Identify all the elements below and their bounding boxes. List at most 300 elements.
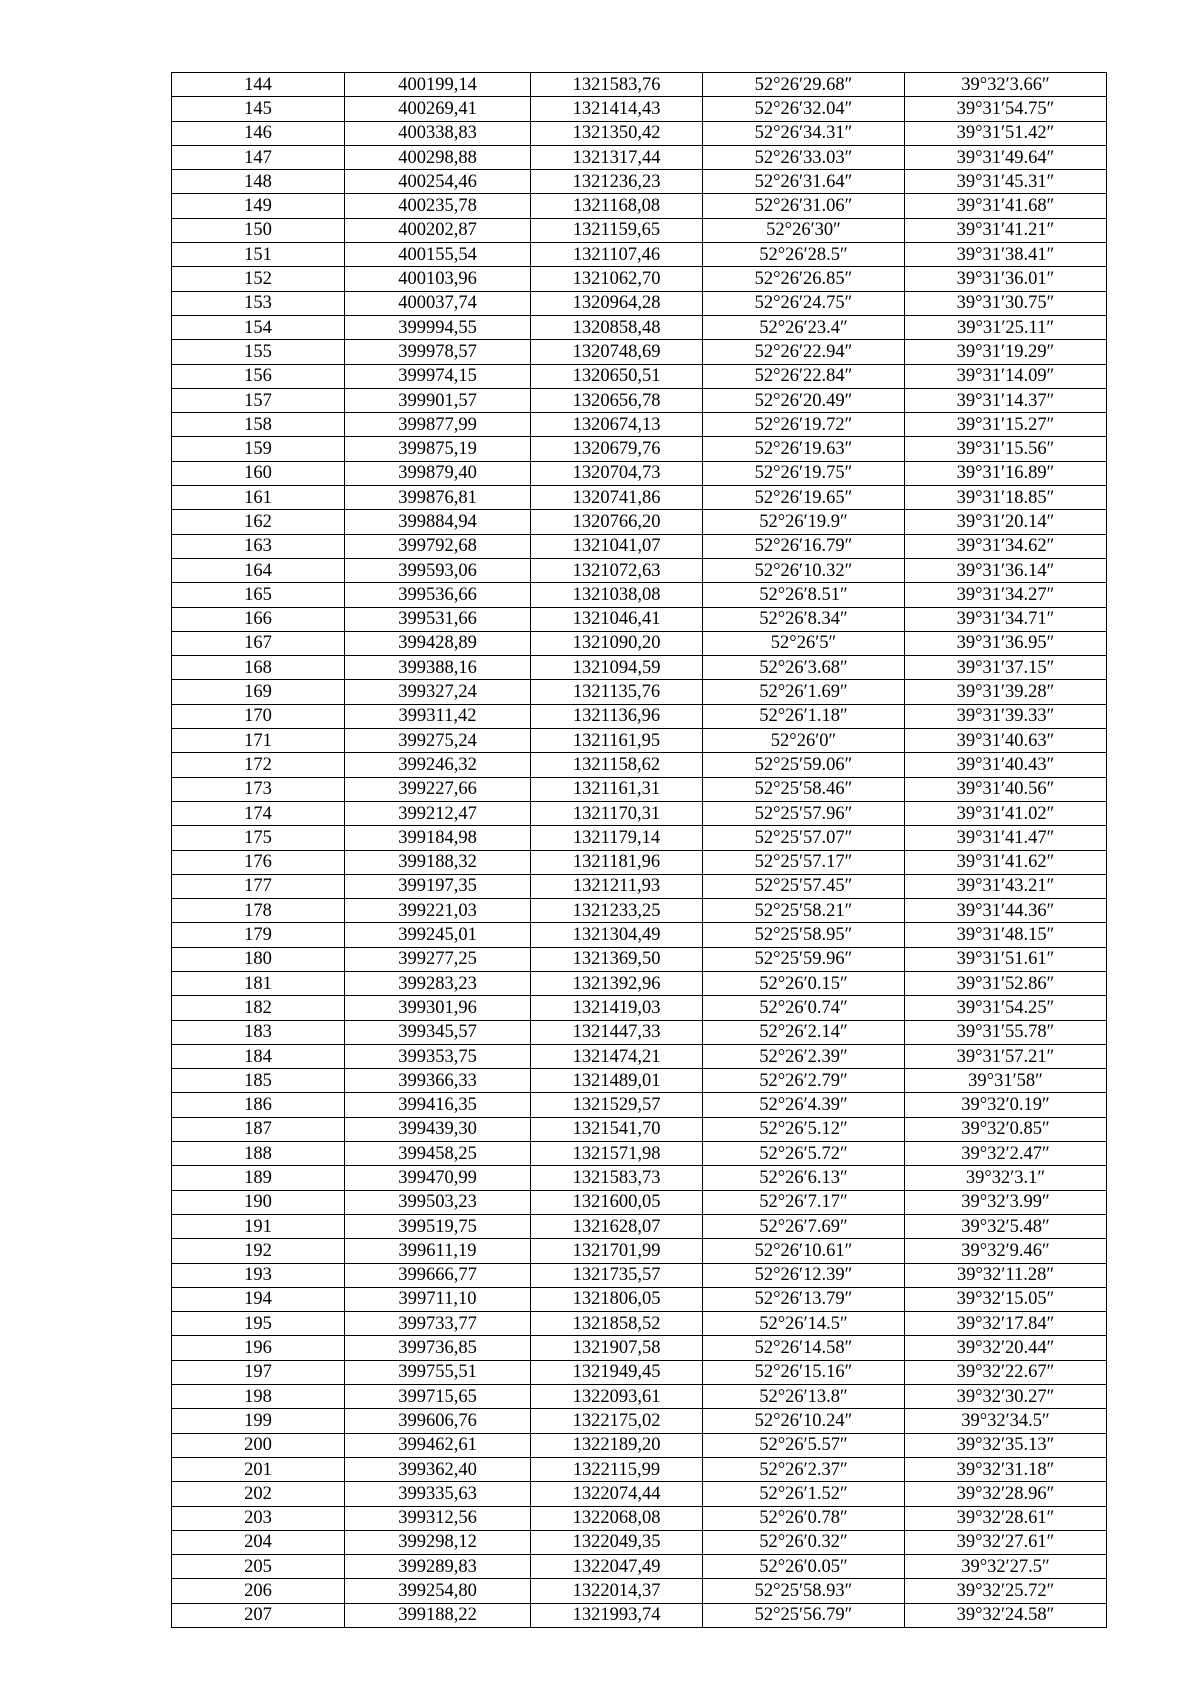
x-coordinate-cell: 399606,76 — [345, 1409, 531, 1433]
latitude-cell: 52°26′33.03″ — [703, 145, 905, 169]
table-row — [172, 97, 1107, 121]
longitude-cell: 39°31′15.27″ — [905, 413, 1107, 437]
x-coordinate-cell: 399470,99 — [345, 1166, 531, 1190]
table-row — [172, 1555, 1107, 1579]
x-coordinate-cell: 399197,35 — [345, 874, 531, 898]
point-number-cell: 160 — [172, 461, 345, 485]
table-row — [172, 1044, 1107, 1068]
x-coordinate-cell: 399994,55 — [345, 315, 531, 339]
longitude-cell: 39°31′41.47″ — [905, 826, 1107, 850]
table-row — [172, 1579, 1107, 1603]
x-coordinate-cell: 400269,41 — [345, 97, 531, 121]
latitude-cell: 52°25′57.96″ — [703, 801, 905, 825]
table-row — [172, 1360, 1107, 1384]
y-coordinate-cell: 1320679,76 — [531, 437, 703, 461]
longitude-cell: 39°32′20.44″ — [905, 1336, 1107, 1360]
y-coordinate-cell: 1321628,07 — [531, 1214, 703, 1238]
y-coordinate-cell: 1320704,73 — [531, 461, 703, 485]
y-coordinate-cell: 1321181,96 — [531, 850, 703, 874]
x-coordinate-cell: 400037,74 — [345, 291, 531, 315]
table-row — [172, 218, 1107, 242]
y-coordinate-cell: 1321136,96 — [531, 704, 703, 728]
y-coordinate-cell: 1320748,69 — [531, 340, 703, 364]
longitude-cell: 39°31′39.28″ — [905, 680, 1107, 704]
y-coordinate-cell: 1321907,58 — [531, 1336, 703, 1360]
y-coordinate-cell: 1321304,49 — [531, 923, 703, 947]
x-coordinate-cell: 399221,03 — [345, 899, 531, 923]
point-number-cell: 178 — [172, 899, 345, 923]
x-coordinate-cell: 399666,77 — [345, 1263, 531, 1287]
x-coordinate-cell: 399416,35 — [345, 1093, 531, 1117]
longitude-cell: 39°31′51.42″ — [905, 121, 1107, 145]
table-row — [172, 753, 1107, 777]
longitude-cell: 39°32′9.46″ — [905, 1239, 1107, 1263]
latitude-cell: 52°26′10.61″ — [703, 1239, 905, 1263]
x-coordinate-cell: 399188,22 — [345, 1603, 531, 1627]
point-number-cell: 148 — [172, 170, 345, 194]
table-row — [172, 1263, 1107, 1287]
x-coordinate-cell: 399439,30 — [345, 1117, 531, 1141]
x-coordinate-cell: 399345,57 — [345, 1020, 531, 1044]
longitude-cell: 39°32′30.27″ — [905, 1385, 1107, 1409]
point-number-cell: 165 — [172, 583, 345, 607]
point-number-cell: 194 — [172, 1287, 345, 1311]
x-coordinate-cell: 400202,87 — [345, 218, 531, 242]
table-row — [172, 194, 1107, 218]
point-number-cell: 150 — [172, 218, 345, 242]
table-row — [172, 510, 1107, 534]
latitude-cell: 52°25′59.96″ — [703, 947, 905, 971]
x-coordinate-cell: 399733,77 — [345, 1312, 531, 1336]
latitude-cell: 52°26′2.39″ — [703, 1044, 905, 1068]
latitude-cell: 52°26′23.4″ — [703, 315, 905, 339]
y-coordinate-cell: 1322189,20 — [531, 1433, 703, 1457]
table-row — [172, 947, 1107, 971]
table-row — [172, 971, 1107, 995]
table-row — [172, 1506, 1107, 1530]
latitude-cell: 52°26′14.58″ — [703, 1336, 905, 1360]
table-row — [172, 1287, 1107, 1311]
latitude-cell: 52°25′57.07″ — [703, 826, 905, 850]
longitude-cell: 39°32′3.1″ — [905, 1166, 1107, 1190]
longitude-cell: 39°31′41.62″ — [905, 850, 1107, 874]
table-row — [172, 899, 1107, 923]
y-coordinate-cell: 1321168,08 — [531, 194, 703, 218]
table-row — [172, 388, 1107, 412]
point-number-cell: 206 — [172, 1579, 345, 1603]
table-row — [172, 437, 1107, 461]
latitude-cell: 52°26′19.65″ — [703, 486, 905, 510]
table-row — [172, 631, 1107, 655]
point-number-cell: 179 — [172, 923, 345, 947]
x-coordinate-cell: 399884,94 — [345, 510, 531, 534]
table-row — [172, 801, 1107, 825]
y-coordinate-cell: 1321701,99 — [531, 1239, 703, 1263]
table-row — [172, 874, 1107, 898]
point-number-cell: 189 — [172, 1166, 345, 1190]
longitude-cell: 39°31′54.25″ — [905, 996, 1107, 1020]
point-number-cell: 151 — [172, 243, 345, 267]
table-row — [172, 680, 1107, 704]
table-row — [172, 315, 1107, 339]
longitude-cell: 39°32′22.67″ — [905, 1360, 1107, 1384]
table-row — [172, 1433, 1107, 1457]
longitude-cell: 39°31′39.33″ — [905, 704, 1107, 728]
latitude-cell: 52°26′0.05″ — [703, 1555, 905, 1579]
x-coordinate-cell: 399458,25 — [345, 1142, 531, 1166]
x-coordinate-cell: 399877,99 — [345, 413, 531, 437]
table-row — [172, 461, 1107, 485]
x-coordinate-cell: 399978,57 — [345, 340, 531, 364]
x-coordinate-cell: 400298,88 — [345, 145, 531, 169]
y-coordinate-cell: 1321170,31 — [531, 801, 703, 825]
longitude-cell: 39°32′28.61″ — [905, 1506, 1107, 1530]
y-coordinate-cell: 1321949,45 — [531, 1360, 703, 1384]
longitude-cell: 39°32′0.85″ — [905, 1117, 1107, 1141]
table-row — [172, 170, 1107, 194]
y-coordinate-cell: 1321541,70 — [531, 1117, 703, 1141]
point-number-cell: 169 — [172, 680, 345, 704]
point-number-cell: 196 — [172, 1336, 345, 1360]
point-number-cell: 146 — [172, 121, 345, 145]
point-number-cell: 201 — [172, 1457, 345, 1481]
table-row — [172, 558, 1107, 582]
y-coordinate-cell: 1321090,20 — [531, 631, 703, 655]
latitude-cell: 52°26′32.04″ — [703, 97, 905, 121]
x-coordinate-cell: 399277,25 — [345, 947, 531, 971]
point-number-cell: 193 — [172, 1263, 345, 1287]
table-row — [172, 996, 1107, 1020]
x-coordinate-cell: 399462,61 — [345, 1433, 531, 1457]
point-number-cell: 158 — [172, 413, 345, 437]
x-coordinate-cell: 399901,57 — [345, 388, 531, 412]
point-number-cell: 170 — [172, 704, 345, 728]
latitude-cell: 52°26′2.14″ — [703, 1020, 905, 1044]
point-number-cell: 161 — [172, 486, 345, 510]
point-number-cell: 145 — [172, 97, 345, 121]
table-row — [172, 243, 1107, 267]
point-number-cell: 166 — [172, 607, 345, 631]
latitude-cell: 52°26′0.74″ — [703, 996, 905, 1020]
point-number-cell: 182 — [172, 996, 345, 1020]
point-number-cell: 156 — [172, 364, 345, 388]
latitude-cell: 52°26′28.5″ — [703, 243, 905, 267]
y-coordinate-cell: 1321038,08 — [531, 583, 703, 607]
longitude-cell: 39°31′41.02″ — [905, 801, 1107, 825]
latitude-cell: 52°26′4.39″ — [703, 1093, 905, 1117]
latitude-cell: 52°26′30″ — [703, 218, 905, 242]
latitude-cell: 52°26′3.68″ — [703, 656, 905, 680]
table-row — [172, 607, 1107, 631]
table-row — [172, 850, 1107, 874]
y-coordinate-cell: 1321489,01 — [531, 1069, 703, 1093]
table-row — [172, 1214, 1107, 1238]
point-number-cell: 155 — [172, 340, 345, 364]
y-coordinate-cell: 1322049,35 — [531, 1530, 703, 1554]
x-coordinate-cell: 399289,83 — [345, 1555, 531, 1579]
x-coordinate-cell: 399362,40 — [345, 1457, 531, 1481]
y-coordinate-cell: 1322115,99 — [531, 1457, 703, 1481]
y-coordinate-cell: 1321392,96 — [531, 971, 703, 995]
longitude-cell: 39°31′15.56″ — [905, 437, 1107, 461]
latitude-cell: 52°26′13.8″ — [703, 1385, 905, 1409]
y-coordinate-cell: 1321159,65 — [531, 218, 703, 242]
latitude-cell: 52°26′19.63″ — [703, 437, 905, 461]
table-row — [172, 1239, 1107, 1263]
y-coordinate-cell: 1321072,63 — [531, 558, 703, 582]
y-coordinate-cell: 1321107,46 — [531, 243, 703, 267]
x-coordinate-cell: 399298,12 — [345, 1530, 531, 1554]
latitude-cell: 52°26′8.51″ — [703, 583, 905, 607]
table-row — [172, 729, 1107, 753]
point-number-cell: 175 — [172, 826, 345, 850]
latitude-cell: 52°26′1.69″ — [703, 680, 905, 704]
x-coordinate-cell: 399366,33 — [345, 1069, 531, 1093]
point-number-cell: 164 — [172, 558, 345, 582]
y-coordinate-cell: 1321858,52 — [531, 1312, 703, 1336]
x-coordinate-cell: 399301,96 — [345, 996, 531, 1020]
y-coordinate-cell: 1321062,70 — [531, 267, 703, 291]
longitude-cell: 39°31′18.85″ — [905, 486, 1107, 510]
table-row — [172, 656, 1107, 680]
point-number-cell: 198 — [172, 1385, 345, 1409]
latitude-cell: 52°26′15.16″ — [703, 1360, 905, 1384]
longitude-cell: 39°31′40.63″ — [905, 729, 1107, 753]
latitude-cell: 52°26′8.34″ — [703, 607, 905, 631]
point-number-cell: 204 — [172, 1530, 345, 1554]
longitude-cell: 39°31′44.36″ — [905, 899, 1107, 923]
x-coordinate-cell: 400199,14 — [345, 73, 531, 97]
y-coordinate-cell: 1322047,49 — [531, 1555, 703, 1579]
y-coordinate-cell: 1321179,14 — [531, 826, 703, 850]
longitude-cell: 39°31′41.68″ — [905, 194, 1107, 218]
point-number-cell: 168 — [172, 656, 345, 680]
y-coordinate-cell: 1321447,33 — [531, 1020, 703, 1044]
x-coordinate-cell: 399519,75 — [345, 1214, 531, 1238]
y-coordinate-cell: 1321414,43 — [531, 97, 703, 121]
y-coordinate-cell: 1321046,41 — [531, 607, 703, 631]
y-coordinate-cell: 1321571,98 — [531, 1142, 703, 1166]
latitude-cell: 52°26′2.37″ — [703, 1457, 905, 1481]
latitude-cell: 52°26′0″ — [703, 729, 905, 753]
x-coordinate-cell: 399879,40 — [345, 461, 531, 485]
longitude-cell: 39°32′0.19″ — [905, 1093, 1107, 1117]
longitude-cell: 39°31′36.14″ — [905, 558, 1107, 582]
point-number-cell: 144 — [172, 73, 345, 97]
longitude-cell: 39°31′34.71″ — [905, 607, 1107, 631]
x-coordinate-cell: 400338,83 — [345, 121, 531, 145]
latitude-cell: 52°26′0.78″ — [703, 1506, 905, 1530]
point-number-cell: 199 — [172, 1409, 345, 1433]
point-number-cell: 149 — [172, 194, 345, 218]
latitude-cell: 52°26′19.9″ — [703, 510, 905, 534]
table-row — [172, 826, 1107, 850]
point-number-cell: 154 — [172, 315, 345, 339]
x-coordinate-cell: 399188,32 — [345, 850, 531, 874]
y-coordinate-cell: 1321419,03 — [531, 996, 703, 1020]
y-coordinate-cell: 1321158,62 — [531, 753, 703, 777]
table-row — [172, 1312, 1107, 1336]
y-coordinate-cell: 1321583,73 — [531, 1166, 703, 1190]
x-coordinate-cell: 399388,16 — [345, 656, 531, 680]
y-coordinate-cell: 1321993,74 — [531, 1603, 703, 1627]
latitude-cell: 52°26′22.94″ — [703, 340, 905, 364]
coordinates-table — [171, 72, 1107, 1628]
latitude-cell: 52°26′10.24″ — [703, 1409, 905, 1433]
point-number-cell: 162 — [172, 510, 345, 534]
table-row — [172, 1409, 1107, 1433]
coordinates-table-container — [171, 72, 1106, 1628]
x-coordinate-cell: 399503,23 — [345, 1190, 531, 1214]
y-coordinate-cell: 1321041,07 — [531, 534, 703, 558]
table-row — [172, 413, 1107, 437]
table-row — [172, 1603, 1107, 1627]
point-number-cell: 195 — [172, 1312, 345, 1336]
latitude-cell: 52°26′31.06″ — [703, 194, 905, 218]
x-coordinate-cell: 399536,66 — [345, 583, 531, 607]
latitude-cell: 52°26′22.84″ — [703, 364, 905, 388]
point-number-cell: 205 — [172, 1555, 345, 1579]
latitude-cell: 52°26′1.52″ — [703, 1482, 905, 1506]
table-row — [172, 121, 1107, 145]
latitude-cell: 52°26′14.5″ — [703, 1312, 905, 1336]
latitude-cell: 52°25′57.17″ — [703, 850, 905, 874]
y-coordinate-cell: 1321474,21 — [531, 1044, 703, 1068]
longitude-cell: 39°31′34.27″ — [905, 583, 1107, 607]
y-coordinate-cell: 1321583,76 — [531, 73, 703, 97]
point-number-cell: 181 — [172, 971, 345, 995]
latitude-cell: 52°26′1.18″ — [703, 704, 905, 728]
latitude-cell: 52°25′59.06″ — [703, 753, 905, 777]
x-coordinate-cell: 399184,98 — [345, 826, 531, 850]
y-coordinate-cell: 1321135,76 — [531, 680, 703, 704]
table-row — [172, 1385, 1107, 1409]
x-coordinate-cell: 399792,68 — [345, 534, 531, 558]
y-coordinate-cell: 1321350,42 — [531, 121, 703, 145]
longitude-cell: 39°31′36.95″ — [905, 631, 1107, 655]
point-number-cell: 202 — [172, 1482, 345, 1506]
longitude-cell: 39°32′15.05″ — [905, 1287, 1107, 1311]
latitude-cell: 52°26′26.85″ — [703, 267, 905, 291]
x-coordinate-cell: 399974,15 — [345, 364, 531, 388]
latitude-cell: 52°26′5.72″ — [703, 1142, 905, 1166]
x-coordinate-cell: 399715,65 — [345, 1385, 531, 1409]
x-coordinate-cell: 399327,24 — [345, 680, 531, 704]
table-row — [172, 267, 1107, 291]
y-coordinate-cell: 1321317,44 — [531, 145, 703, 169]
table-row — [172, 1142, 1107, 1166]
longitude-cell: 39°31′45.31″ — [905, 170, 1107, 194]
y-coordinate-cell: 1320858,48 — [531, 315, 703, 339]
table-row — [172, 583, 1107, 607]
table-row — [172, 1482, 1107, 1506]
latitude-cell: 52°26′7.69″ — [703, 1214, 905, 1238]
longitude-cell: 39°31′38.41″ — [905, 243, 1107, 267]
x-coordinate-cell: 399755,51 — [345, 1360, 531, 1384]
x-coordinate-cell: 399428,89 — [345, 631, 531, 655]
longitude-cell: 39°32′27.5″ — [905, 1555, 1107, 1579]
latitude-cell: 52°26′20.49″ — [703, 388, 905, 412]
point-number-cell: 174 — [172, 801, 345, 825]
longitude-cell: 39°31′36.01″ — [905, 267, 1107, 291]
table-row — [172, 1020, 1107, 1044]
point-number-cell: 152 — [172, 267, 345, 291]
table-row — [172, 340, 1107, 364]
longitude-cell: 39°32′3.66″ — [905, 73, 1107, 97]
x-coordinate-cell: 399312,56 — [345, 1506, 531, 1530]
point-number-cell: 191 — [172, 1214, 345, 1238]
y-coordinate-cell: 1321806,05 — [531, 1287, 703, 1311]
x-coordinate-cell: 399593,06 — [345, 558, 531, 582]
point-number-cell: 172 — [172, 753, 345, 777]
y-coordinate-cell: 1320766,20 — [531, 510, 703, 534]
table-row — [172, 1190, 1107, 1214]
latitude-cell: 52°26′19.75″ — [703, 461, 905, 485]
table-row — [172, 1530, 1107, 1554]
latitude-cell: 52°25′58.21″ — [703, 899, 905, 923]
longitude-cell: 39°31′34.62″ — [905, 534, 1107, 558]
latitude-cell: 52°26′5.57″ — [703, 1433, 905, 1457]
longitude-cell: 39°31′37.15″ — [905, 656, 1107, 680]
latitude-cell: 52°26′34.31″ — [703, 121, 905, 145]
y-coordinate-cell: 1321211,93 — [531, 874, 703, 898]
longitude-cell: 39°32′35.13″ — [905, 1433, 1107, 1457]
table-row — [172, 291, 1107, 315]
point-number-cell: 185 — [172, 1069, 345, 1093]
table-row — [172, 1117, 1107, 1141]
latitude-cell: 52°26′24.75″ — [703, 291, 905, 315]
y-coordinate-cell: 1321600,05 — [531, 1190, 703, 1214]
table-row — [172, 704, 1107, 728]
x-coordinate-cell: 400235,78 — [345, 194, 531, 218]
x-coordinate-cell: 399275,24 — [345, 729, 531, 753]
point-number-cell: 163 — [172, 534, 345, 558]
point-number-cell: 167 — [172, 631, 345, 655]
longitude-cell: 39°31′20.14″ — [905, 510, 1107, 534]
y-coordinate-cell: 1321735,57 — [531, 1263, 703, 1287]
y-coordinate-cell: 1320741,86 — [531, 486, 703, 510]
x-coordinate-cell: 399311,42 — [345, 704, 531, 728]
table-row — [172, 145, 1107, 169]
longitude-cell: 39°32′27.61″ — [905, 1530, 1107, 1554]
longitude-cell: 39°32′11.28″ — [905, 1263, 1107, 1287]
y-coordinate-cell: 1320964,28 — [531, 291, 703, 315]
latitude-cell: 52°25′56.79″ — [703, 1603, 905, 1627]
longitude-cell: 39°31′41.21″ — [905, 218, 1107, 242]
point-number-cell: 184 — [172, 1044, 345, 1068]
point-number-cell: 176 — [172, 850, 345, 874]
x-coordinate-cell: 400155,54 — [345, 243, 531, 267]
y-coordinate-cell: 1320656,78 — [531, 388, 703, 412]
latitude-cell: 52°26′13.79″ — [703, 1287, 905, 1311]
latitude-cell: 52°26′5″ — [703, 631, 905, 655]
longitude-cell: 39°31′19.29″ — [905, 340, 1107, 364]
y-coordinate-cell: 1322093,61 — [531, 1385, 703, 1409]
longitude-cell: 39°32′3.99″ — [905, 1190, 1107, 1214]
y-coordinate-cell: 1321236,23 — [531, 170, 703, 194]
y-coordinate-cell: 1322068,08 — [531, 1506, 703, 1530]
latitude-cell: 52°26′31.64″ — [703, 170, 905, 194]
longitude-cell: 39°31′25.11″ — [905, 315, 1107, 339]
x-coordinate-cell: 399212,47 — [345, 801, 531, 825]
table-row — [172, 1069, 1107, 1093]
x-coordinate-cell: 399711,10 — [345, 1287, 531, 1311]
x-coordinate-cell: 399531,66 — [345, 607, 531, 631]
y-coordinate-cell: 1321161,95 — [531, 729, 703, 753]
x-coordinate-cell: 400254,46 — [345, 170, 531, 194]
point-number-cell: 171 — [172, 729, 345, 753]
point-number-cell: 180 — [172, 947, 345, 971]
